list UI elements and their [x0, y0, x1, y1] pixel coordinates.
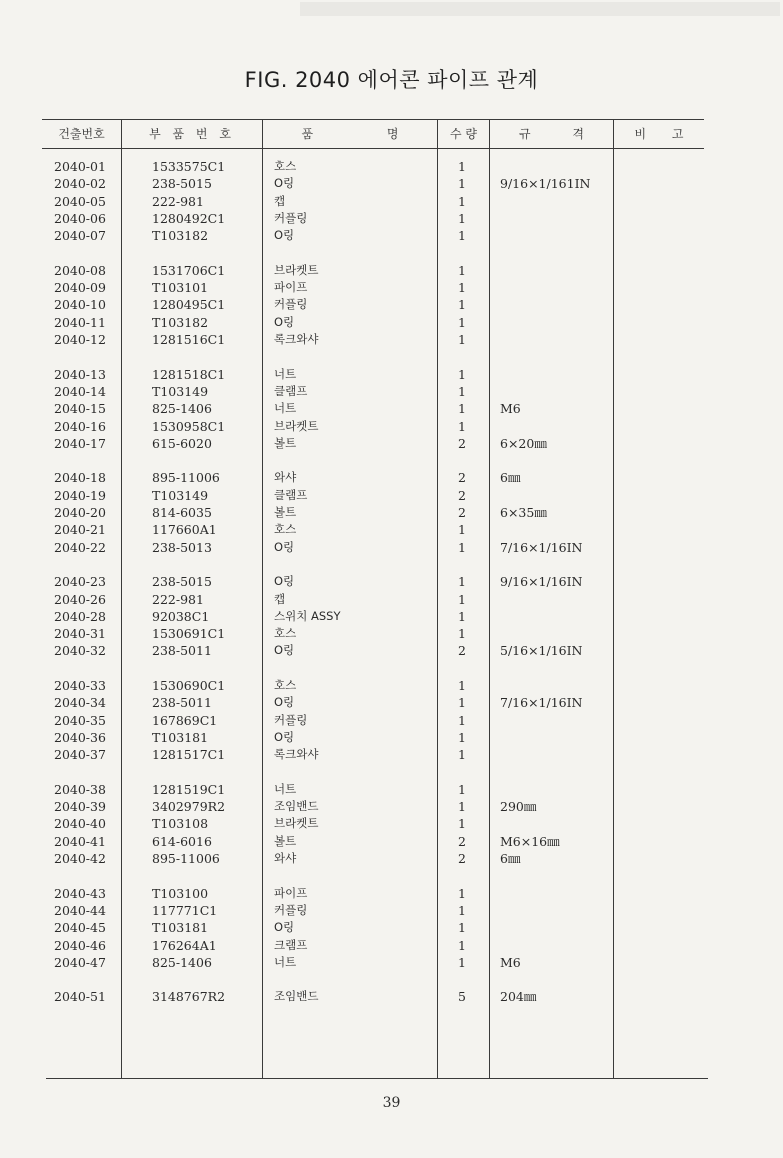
table-row — [0, 262, 783, 279]
table-row — [0, 435, 783, 452]
fig-number: 2040-10 — [54, 297, 106, 313]
fig-number: 2040-35 — [54, 712, 106, 728]
table-row — [0, 227, 783, 244]
part-name: 크램프 — [274, 937, 308, 952]
quantity: 2 — [458, 435, 466, 451]
quantity: 1 — [458, 574, 466, 590]
quantity: 1 — [458, 539, 466, 555]
part-name: 너트 — [274, 954, 297, 969]
part-name: 커플링 — [274, 297, 308, 312]
part-number: 238-5011 — [152, 643, 212, 659]
fig-number: 2040-14 — [54, 383, 106, 399]
part-name: 볼트 — [274, 833, 297, 848]
quantity: 1 — [458, 608, 466, 624]
page-number: 39 — [382, 1095, 401, 1111]
fig-number: 2040-02 — [54, 176, 106, 192]
part-number: 814-6035 — [152, 505, 212, 520]
table-row — [0, 608, 783, 625]
fig-number: 2040-46 — [54, 937, 106, 953]
table-row — [0, 469, 783, 486]
quantity: 1 — [458, 816, 466, 832]
table-row — [0, 573, 783, 590]
fig-number: 2040-37 — [54, 747, 106, 763]
fig-number: 2040-45 — [54, 920, 106, 936]
page-title: FIG. 2040 에어콘 파이프 관계 — [244, 68, 539, 92]
table-row — [0, 815, 783, 832]
part-name: 클램프 — [274, 383, 308, 398]
specification: 6×20㎜ — [500, 435, 547, 451]
quantity: 1 — [458, 937, 466, 953]
quantity: 1 — [458, 678, 466, 693]
table-row — [0, 539, 783, 556]
quantity: 1 — [458, 920, 466, 936]
specification: 5/16×1/16IN — [500, 643, 583, 659]
scan-smudge — [300, 2, 780, 16]
table-row — [0, 487, 783, 504]
part-number: 238-5015 — [152, 176, 212, 192]
quantity: 2 — [458, 833, 466, 849]
fig-number: 2040-36 — [54, 729, 106, 745]
part-name: 록크와샤 — [274, 747, 319, 762]
fig-number: 2040-39 — [54, 799, 106, 815]
table-row — [0, 158, 783, 175]
header-spec: 규 격 — [519, 127, 584, 141]
header-qty: 수 량 — [450, 127, 477, 141]
quantity: 1 — [458, 591, 466, 607]
part-name: O링 — [274, 228, 295, 243]
part-name: 브라켓트 — [274, 418, 319, 433]
part-name: 호스 — [274, 522, 297, 537]
part-number: T103149 — [152, 383, 209, 399]
part-name: 브라켓트 — [274, 262, 319, 277]
quantity: 1 — [458, 729, 466, 745]
part-name: 조임밴드 — [274, 989, 319, 1004]
table-row — [0, 885, 783, 902]
part-number: 3402979R2 — [152, 799, 226, 815]
part-number: 176264A1 — [152, 937, 217, 953]
header-fig-no: 건출번호 — [58, 127, 105, 141]
part-name: 너트 — [274, 401, 297, 416]
fig-number: 2040-13 — [54, 366, 106, 382]
quantity: 1 — [458, 885, 466, 901]
table-row — [0, 694, 783, 711]
fig-number: 2040-15 — [54, 401, 106, 417]
part-name: 파이프 — [274, 885, 308, 900]
part-number: 1281518C1 — [152, 366, 226, 382]
part-name: 와샤 — [274, 851, 297, 865]
fig-number: 2040-16 — [54, 418, 106, 434]
quantity: 1 — [458, 418, 466, 434]
part-name: 커플링 — [274, 712, 308, 727]
part-number: 1281517C1 — [152, 747, 226, 763]
fig-number: 2040-07 — [54, 228, 106, 244]
part-name: 너트 — [274, 781, 297, 796]
table-row — [0, 400, 783, 417]
table-row — [0, 833, 783, 850]
quantity: 1 — [458, 902, 466, 918]
table-row — [0, 712, 783, 729]
quantity: 1 — [458, 314, 466, 330]
fig-number: 2040-05 — [54, 193, 106, 209]
part-number: 895-11006 — [152, 851, 220, 866]
specification: 6×35㎜ — [500, 505, 547, 520]
part-number: 238-5015 — [152, 574, 212, 590]
part-name: 캡 — [274, 193, 286, 208]
part-name: O링 — [274, 695, 295, 710]
quantity: 1 — [458, 210, 466, 226]
fig-number: 2040-12 — [54, 332, 106, 347]
quantity: 1 — [458, 522, 466, 538]
table-bottom-rule — [46, 1078, 708, 1079]
part-number: 1281519C1 — [152, 781, 226, 797]
fig-number: 2040-41 — [54, 833, 106, 849]
table-row — [0, 314, 783, 331]
part-name: 호스 — [274, 678, 297, 692]
specification: 204㎜ — [500, 989, 537, 1005]
part-name: 볼트 — [274, 505, 297, 519]
fig-number: 2040-20 — [54, 505, 106, 520]
quantity: 1 — [458, 695, 466, 711]
table-row — [0, 210, 783, 227]
part-number: T103100 — [152, 885, 209, 901]
quantity: 2 — [458, 505, 466, 520]
specification: M6 — [500, 401, 521, 417]
part-number: 1281516C1 — [152, 332, 226, 347]
table-row — [0, 746, 783, 763]
fig-number: 2040-33 — [54, 678, 106, 693]
fig-number: 2040-47 — [54, 954, 106, 970]
fig-number: 2040-34 — [54, 695, 106, 711]
part-name: 볼트 — [274, 435, 297, 450]
table-row — [0, 902, 783, 919]
specification: M6×16㎜ — [500, 833, 560, 849]
header-part-no: 부 품 번 호 — [149, 127, 235, 141]
fig-number: 2040-38 — [54, 781, 106, 797]
fig-number: 2040-43 — [54, 885, 106, 901]
quantity: 1 — [458, 297, 466, 313]
fig-number: 2040-01 — [54, 159, 106, 174]
part-name: 브라켓트 — [274, 816, 319, 831]
part-number: 614-6016 — [152, 833, 212, 849]
table-row — [0, 366, 783, 383]
quantity: 1 — [458, 176, 466, 192]
fig-number: 2040-31 — [54, 626, 106, 642]
part-number: T103182 — [152, 314, 209, 330]
quantity: 1 — [458, 401, 466, 417]
quantity: 1 — [458, 781, 466, 797]
quantity: 1 — [458, 159, 466, 174]
fig-number: 2040-22 — [54, 539, 106, 555]
specification: 6㎜ — [500, 851, 521, 866]
quantity: 2 — [458, 851, 466, 866]
fig-number: 2040-06 — [54, 210, 106, 226]
part-name: O링 — [274, 920, 295, 935]
table-row — [0, 988, 783, 1005]
quantity: 1 — [458, 280, 466, 296]
part-number: T103182 — [152, 228, 209, 244]
fig-number: 2040-26 — [54, 591, 106, 607]
fig-number: 2040-17 — [54, 435, 106, 451]
table-row — [0, 642, 783, 659]
part-number: 238-5011 — [152, 695, 212, 711]
table-row — [0, 504, 783, 521]
quantity: 1 — [458, 954, 466, 970]
table-top-rule — [42, 119, 704, 120]
part-name: 너트 — [274, 366, 297, 381]
quantity: 1 — [458, 332, 466, 347]
part-number: 222-981 — [152, 591, 204, 607]
part-name: O링 — [274, 574, 295, 589]
part-number: T103181 — [152, 729, 209, 745]
fig-number: 2040-51 — [54, 989, 106, 1005]
fig-number: 2040-18 — [54, 470, 106, 486]
part-name: 와샤 — [274, 470, 297, 485]
part-name: O링 — [274, 539, 295, 554]
part-name: 클램프 — [274, 487, 308, 502]
quantity: 5 — [458, 989, 466, 1005]
part-number: T103101 — [152, 280, 209, 296]
specification: 290㎜ — [500, 799, 537, 815]
header-bottom-rule — [42, 148, 704, 149]
part-name: 록크와샤 — [274, 332, 319, 346]
part-number: 117660A1 — [152, 522, 217, 538]
quantity: 1 — [458, 262, 466, 278]
table-row — [0, 677, 783, 694]
part-number: 895-11006 — [152, 470, 220, 486]
part-number: 1280495C1 — [152, 297, 226, 313]
part-name: 커플링 — [274, 210, 308, 225]
part-number: 1531706C1 — [152, 262, 226, 278]
part-name: 호스 — [274, 159, 297, 173]
part-name: 스위치 ASSY — [274, 608, 341, 623]
part-number: 3148767R2 — [152, 989, 226, 1005]
specification: 6㎜ — [500, 470, 521, 486]
part-name: 조임밴드 — [274, 799, 319, 814]
specification: 9/16×1/161IN — [500, 176, 591, 192]
quantity: 1 — [458, 626, 466, 642]
fig-number: 2040-44 — [54, 902, 106, 918]
part-number: 825-1406 — [152, 954, 212, 970]
specification: 7/16×1/16IN — [500, 695, 583, 711]
part-number: T103108 — [152, 816, 209, 832]
part-name: 호스 — [274, 626, 297, 641]
fig-number: 2040-28 — [54, 608, 106, 624]
part-number: 117771C1 — [152, 902, 218, 918]
table-row — [0, 175, 783, 192]
table-row — [0, 383, 783, 400]
part-number: 615-6020 — [152, 435, 212, 451]
specification: 9/16×1/16IN — [500, 574, 583, 590]
table-row — [0, 279, 783, 296]
fig-number: 2040-19 — [54, 487, 106, 503]
specification: 7/16×1/16IN — [500, 539, 583, 555]
part-number: T103181 — [152, 920, 209, 936]
quantity: 1 — [458, 383, 466, 399]
fig-number: 2040-32 — [54, 643, 106, 659]
table-row — [0, 954, 783, 971]
table-row — [0, 798, 783, 815]
part-number: T103149 — [152, 487, 209, 503]
table-row — [0, 781, 783, 798]
table-row — [0, 729, 783, 746]
fig-number: 2040-42 — [54, 851, 106, 866]
fig-number: 2040-11 — [54, 314, 106, 330]
quantity: 1 — [458, 193, 466, 209]
table-row — [0, 193, 783, 210]
table-row — [0, 331, 783, 348]
part-number: 1280492C1 — [152, 210, 226, 226]
part-number: 92038C1 — [152, 608, 210, 624]
specification: M6 — [500, 954, 521, 970]
table-row — [0, 937, 783, 954]
part-name: O링 — [274, 643, 295, 658]
quantity: 1 — [458, 366, 466, 382]
fig-number: 2040-08 — [54, 262, 106, 278]
table-row — [0, 625, 783, 642]
part-name: 파이프 — [274, 280, 308, 295]
part-name: O링 — [274, 176, 295, 191]
part-number: 1530690C1 — [152, 678, 226, 693]
table-row — [0, 591, 783, 608]
fig-number: 2040-40 — [54, 816, 106, 832]
part-number: 1530958C1 — [152, 418, 226, 434]
table-row — [0, 418, 783, 435]
part-name: 캡 — [274, 591, 286, 606]
table-row — [0, 850, 783, 867]
fig-number: 2040-21 — [54, 522, 106, 538]
part-number: 238-5013 — [152, 539, 212, 555]
quantity: 2 — [458, 487, 466, 503]
quantity: 2 — [458, 470, 466, 486]
part-number: 1533575C1 — [152, 159, 226, 174]
header-remark: 비 고 — [634, 127, 684, 141]
part-name: 커플링 — [274, 902, 308, 917]
part-number: 167869C1 — [152, 712, 218, 728]
quantity: 1 — [458, 712, 466, 728]
quantity: 1 — [458, 747, 466, 763]
part-name: O링 — [274, 314, 295, 329]
part-number: 825-1406 — [152, 401, 212, 417]
table-row — [0, 919, 783, 936]
part-number: 222-981 — [152, 193, 204, 209]
table-row — [0, 296, 783, 313]
quantity: 1 — [458, 799, 466, 815]
quantity: 2 — [458, 643, 466, 659]
fig-number: 2040-23 — [54, 574, 106, 590]
header-name: 품 명 — [301, 127, 399, 141]
quantity: 1 — [458, 228, 466, 244]
part-name: O링 — [274, 729, 295, 744]
part-number: 1530691C1 — [152, 626, 226, 642]
fig-number: 2040-09 — [54, 280, 106, 296]
table-row — [0, 521, 783, 538]
